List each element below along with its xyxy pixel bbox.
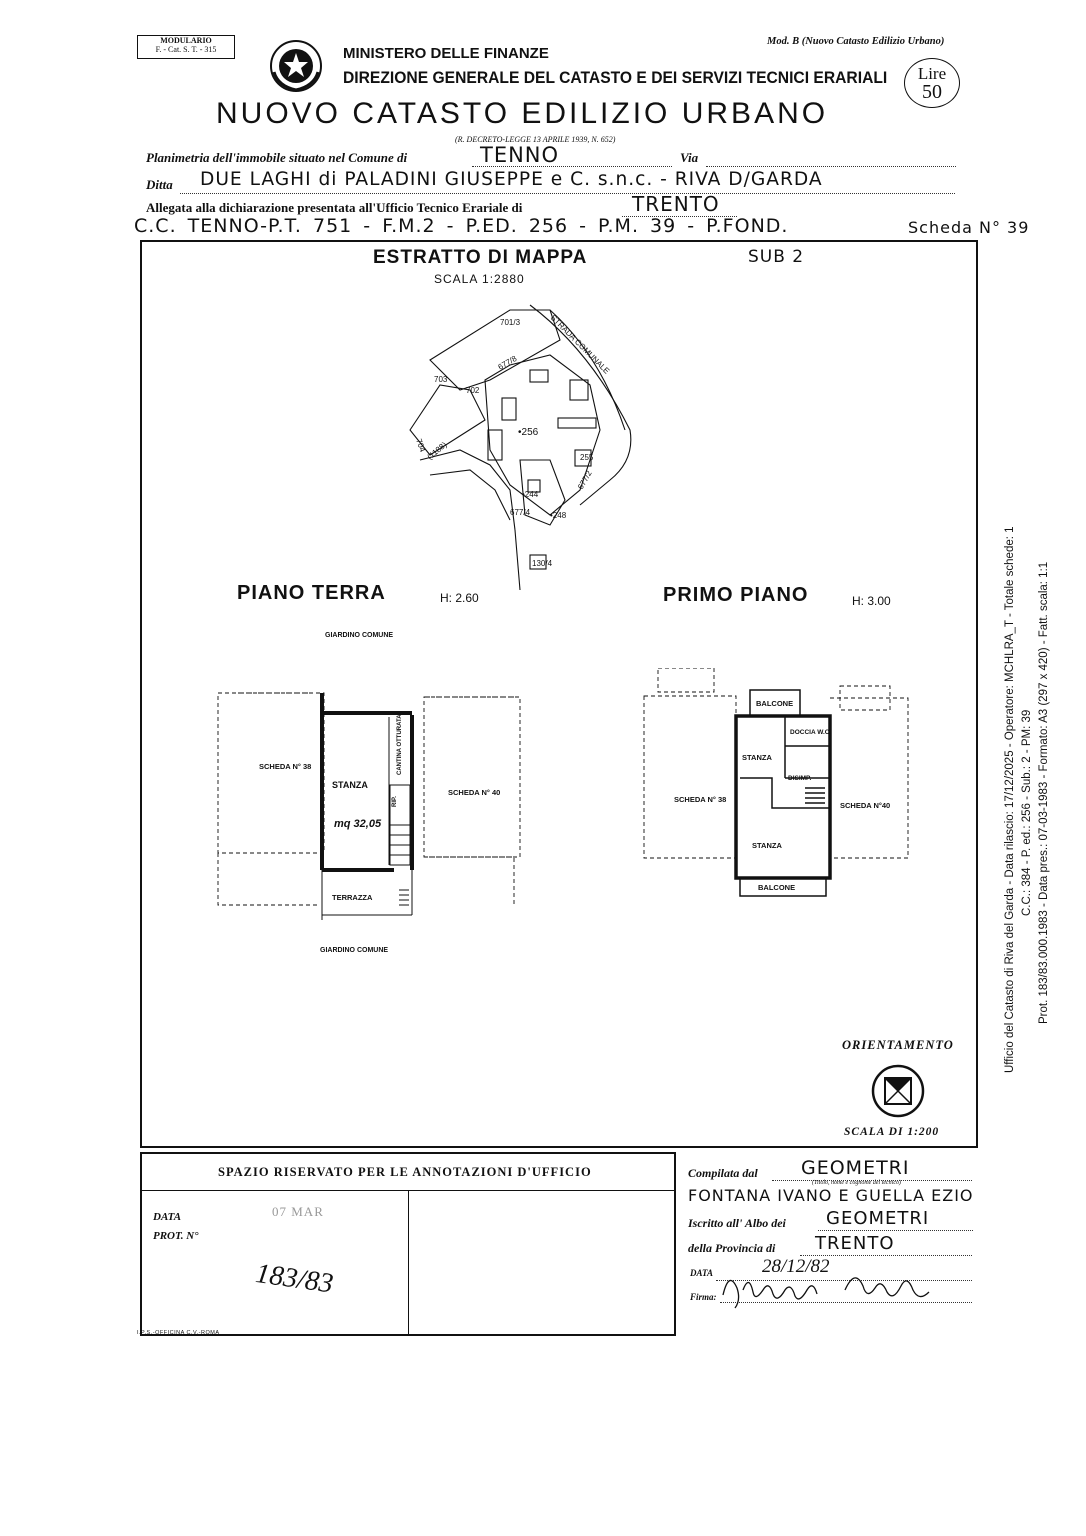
parcel-1188-label: (1188) (425, 440, 449, 462)
pp-doccia-label: DOCCIA W.C. (790, 729, 832, 736)
parcel-130-label: 130/4 (532, 559, 553, 568)
primo-piano-title: PRIMO PIANO (663, 584, 809, 606)
side-note-line1: Ufficio del Catasto di Riva del Garda - Data rilascio: 17/12/2025 - Operatore: MCHLRA_T - Totale schede: 1 (1004, 526, 1016, 1073)
giardino-top-label: GIARDINO COMUNE (325, 632, 394, 639)
pp-scheda-right-label: SCHEDA N°40 (840, 801, 891, 810)
pt-area-label: mq 32,05 (334, 818, 382, 830)
comune-value: TENNO (480, 143, 560, 167)
provincia-value: TRENTO (815, 1233, 895, 1254)
modulario-box (137, 35, 235, 59)
parcel-703-label: 703 (434, 375, 448, 384)
tecnici-names: FONTANA IVANO E GUELLA EZIO (688, 1186, 974, 1205)
pt-scheda-left-label: SCHEDA N° 38 (259, 762, 312, 771)
side-note-line3: Prot. 183/83.000.1983 - Data pres.: 07-03-1983 - Formato: A3 (297 x 420) - Fatt. scala: 1:1 (1038, 561, 1050, 1024)
pt-cantina-label: CANTINA OTTURATA (397, 714, 403, 775)
republic-emblem-icon (268, 38, 324, 94)
direction-name: DIREZIONE GENERALE DEL CATASTO E DEI SERVIZI TECNICI ERARIALI (343, 68, 888, 87)
parcel-677-8-label: 677/8 (496, 353, 519, 372)
estratto-title: ESTRATTO DI MAPPA (373, 247, 588, 268)
pp-disimp-label: DISIMP. (788, 775, 812, 782)
road-label: STRADA COMUNALE (548, 313, 612, 376)
annotations-header-divider (140, 1190, 674, 1191)
iscritto-value: GEOMETRI (826, 1208, 930, 1229)
parcel-702-label: 702 (466, 386, 480, 395)
decree-reference: (R. DECRETO-LEGGE 13 APRILE 1939, N. 652) (455, 135, 616, 144)
annotations-vertical-divider (408, 1190, 409, 1334)
data2-value: 28/12/82 (762, 1256, 830, 1277)
pt-stanza-label: STANZA (332, 780, 368, 790)
prot-number: 183/83 (253, 1258, 336, 1300)
data-stamp: 07 MAR (272, 1204, 324, 1219)
modulario-line2: F. - Cat. S. T. - 315 (155, 45, 217, 54)
pt-scheda-right-label: SCHEDA N° 40 (448, 788, 501, 797)
provincia-label: della Provincia di (688, 1241, 776, 1255)
price-label: Lire (917, 64, 947, 83)
giardino-bottom-label: GIARDINO COMUNE (320, 947, 389, 954)
via-label: Via (680, 150, 699, 165)
scheda-number: Scheda N° 39 (908, 218, 1030, 237)
data-label: DATA (153, 1211, 182, 1223)
primo-piano-height: H: 3.00 (852, 594, 891, 608)
pp-scheda-left-label: SCHEDA N° 38 (674, 795, 727, 804)
price-stamp (904, 58, 960, 108)
catasto-title: NUOVO CATASTO EDILIZIO URBANO (216, 97, 829, 130)
primo-piano-plan (640, 668, 920, 900)
orientamento-label: ORIENTAMENTO (842, 1038, 954, 1052)
parcel-255-label: 255 (580, 453, 594, 462)
drawing-scale: SCALA DI 1:200 (844, 1126, 940, 1138)
allegata-label: Allegata alla dichiarazione presentata all'Ufficio Tecnico Erariale di (146, 200, 523, 215)
planimetria-label: Planimetria dell'immobile situato nel Comune di (146, 150, 408, 165)
ufficio-value: TRENTO (632, 192, 720, 216)
annotations-title: SPAZIO RISERVATO PER LE ANNOTAZIONI D'UFFICIO (218, 1165, 592, 1179)
modulario-line1: MODULARIO (160, 36, 212, 45)
parcel-244-label: •244 (522, 490, 539, 499)
mod-b-label: Mod. B (Nuovo Catasto Edilizio Urbano) (767, 36, 945, 47)
parcel-256-label: •256 (518, 427, 539, 438)
compilata-label: Compilata dal (688, 1166, 758, 1180)
compilata-value: GEOMETRI (801, 1157, 910, 1179)
compass-icon (870, 1063, 926, 1119)
sub-label: SUB 2 (748, 247, 805, 267)
piano-terra-title: PIANO TERRA (237, 582, 386, 604)
printer-imprint: I.P.S.-OFFICINA C.V.-ROMA (137, 1330, 220, 1336)
parcel-677-2-label: 677/2 (575, 469, 594, 491)
pp-stanza-bottom-label: STANZA (752, 841, 782, 850)
firma-label: Firma: (690, 1292, 717, 1302)
pp-balcone-top-label: BALCONE (756, 699, 794, 708)
pt-terrazza-label: TERRAZZA (332, 893, 373, 902)
price-value: 50 (922, 81, 942, 103)
parcel-701-label: 701/3 (500, 318, 521, 327)
pp-stanza-top-label: STANZA (742, 753, 772, 762)
map-scale: SCALA 1:2880 (434, 272, 525, 286)
pt-ripostiglio-label: RIP. (392, 796, 398, 807)
parcel-677-4-label: 677/4 (510, 508, 531, 517)
side-note-line2: C.C.: 384 - P. ed.: 256 - Sub.: 2 - PM: 39 (1021, 709, 1033, 916)
piano-terra-plan (214, 685, 526, 920)
piano-terra-height: H: 2.60 (440, 591, 479, 605)
signature (715, 1260, 945, 1315)
ditta-value: DUE LAGHI di PALADINI GIUSEPPE e C. s.n.c. - RIVA D/GARDA (200, 168, 823, 190)
parcel-248-label: •248 (550, 511, 567, 520)
pp-balcone-bottom-label: BALCONE (758, 883, 796, 892)
data2-label: DATA (690, 1268, 714, 1278)
via-line (706, 150, 956, 167)
map-extract (400, 290, 660, 590)
ministry-name: MINISTERO DELLE FINANZE (343, 45, 549, 62)
cadastral-reference: C.C. TENNO-P.T. 751 - F.M.2 - P.ED. 256 - P.M. 39 - P.FOND. (134, 215, 789, 237)
compilata-note: (Titolo, nome e cognome del tecnico) (812, 1180, 901, 1186)
parcel-704-label: 704 (414, 437, 428, 454)
iscritto-label: Iscritto all' Albo dei (688, 1216, 786, 1230)
prot-label: PROT. N° (153, 1230, 199, 1242)
ditta-label: Ditta (146, 177, 173, 192)
